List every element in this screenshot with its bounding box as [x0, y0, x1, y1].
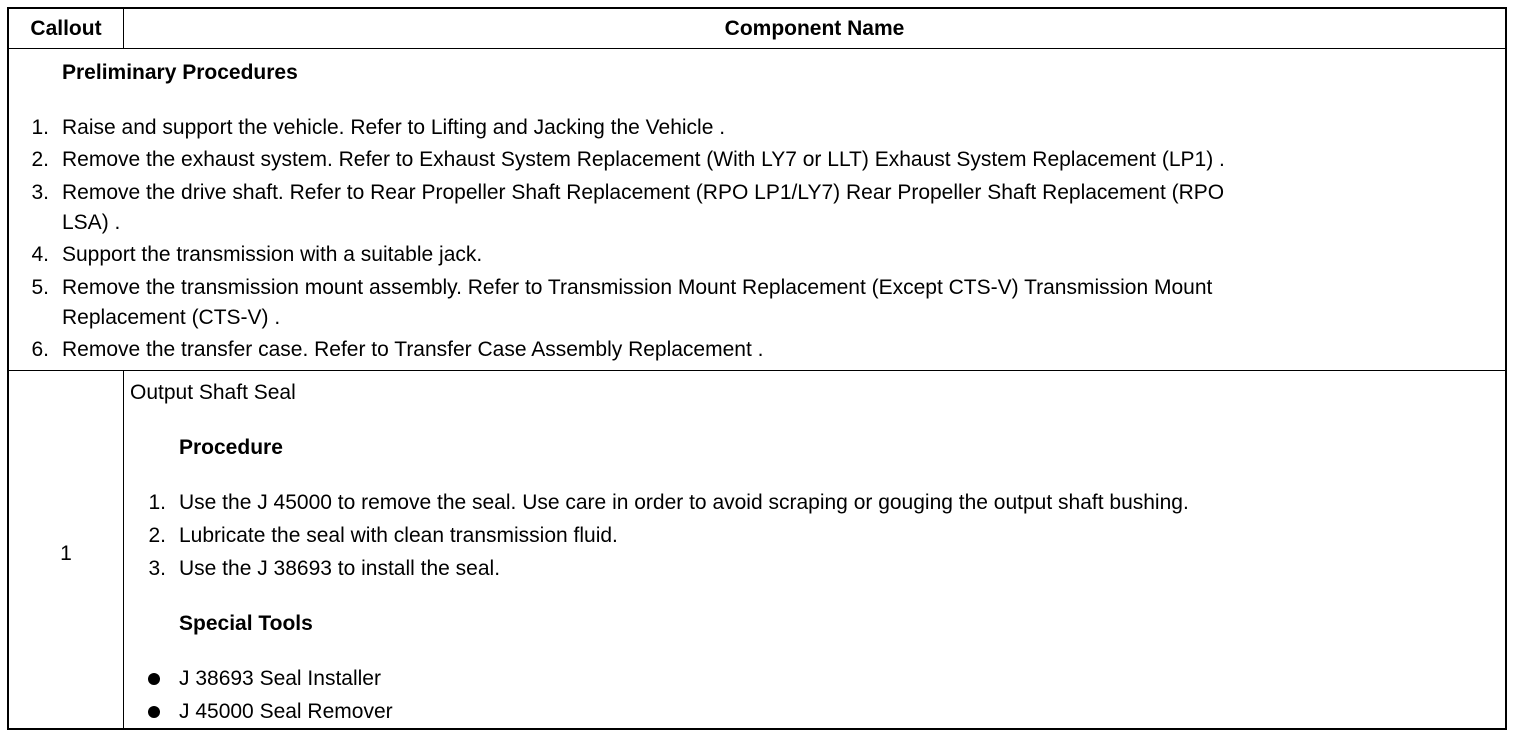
row-divider: [123, 371, 124, 728]
step-number: 2.: [148, 524, 166, 547]
preliminary-title: Preliminary Procedures: [62, 61, 298, 84]
step-text: Raise and support the vehicle. Refer to Lifting and Jacking the Vehicle .: [62, 116, 726, 139]
step-number: 3.: [148, 557, 166, 580]
step-text: Remove the drive shaft. Refer to Rear Propeller Shaft Replacement (RPO LP1/LY7) Rear Propeller Shaft Replacement (RPO: [62, 180, 1225, 204]
step-number: 6.: [31, 338, 49, 361]
step-number: 2.: [31, 148, 49, 172]
step-text: Lubricate the seal with clean transmission fluid.: [179, 524, 618, 547]
preliminary-bottom-rule: [9, 370, 1505, 371]
step-text: Remove the transmission mount assembly. Refer to Transmission Mount Replacement (Except CTS-V) Transmission Mount: [62, 275, 1213, 299]
step-number: 4.: [31, 243, 49, 267]
procedure-title: Procedure: [179, 436, 283, 459]
tool-item: J 45000 Seal Remover: [179, 700, 393, 723]
step-number: 5.: [31, 275, 49, 299]
step-text: Replacement (CTS-V) .: [62, 305, 281, 329]
header-component-name: Component Name: [724, 17, 905, 40]
step-text: Remove the transfer case. Refer to Transfer Case Assembly Replacement .: [62, 338, 764, 361]
procedure-table: [7, 7, 1507, 730]
tool-item: J 38693 Seal Installer: [179, 667, 381, 690]
header-bottom-rule: [9, 48, 1505, 49]
special-tools-title: Special Tools: [179, 612, 313, 635]
step-text: Use the J 45000 to remove the seal. Use care in order to avoid scraping or gouging the output shaft bushing.: [179, 491, 1189, 514]
step-text: Support the transmission with a suitable jack.: [62, 243, 483, 267]
step-number: 1.: [148, 491, 166, 514]
step-number: 3.: [31, 180, 49, 204]
step-text: LSA) .: [62, 210, 121, 234]
step-text: Use the J 38693 to install the seal.: [179, 557, 501, 580]
step-number: 1.: [31, 116, 49, 139]
header-divider: [123, 9, 124, 49]
component-name: Output Shaft Seal: [130, 381, 296, 404]
bullet-icon: [148, 706, 160, 718]
callout-number: 1: [60, 542, 72, 565]
bullet-icon: [148, 673, 160, 685]
step-text: Remove the exhaust system. Refer to Exhaust System Replacement (With LY7 or LLT) Exhaust System Replacement (LP1) .: [62, 148, 1225, 172]
header-callout: Callout: [30, 17, 102, 40]
